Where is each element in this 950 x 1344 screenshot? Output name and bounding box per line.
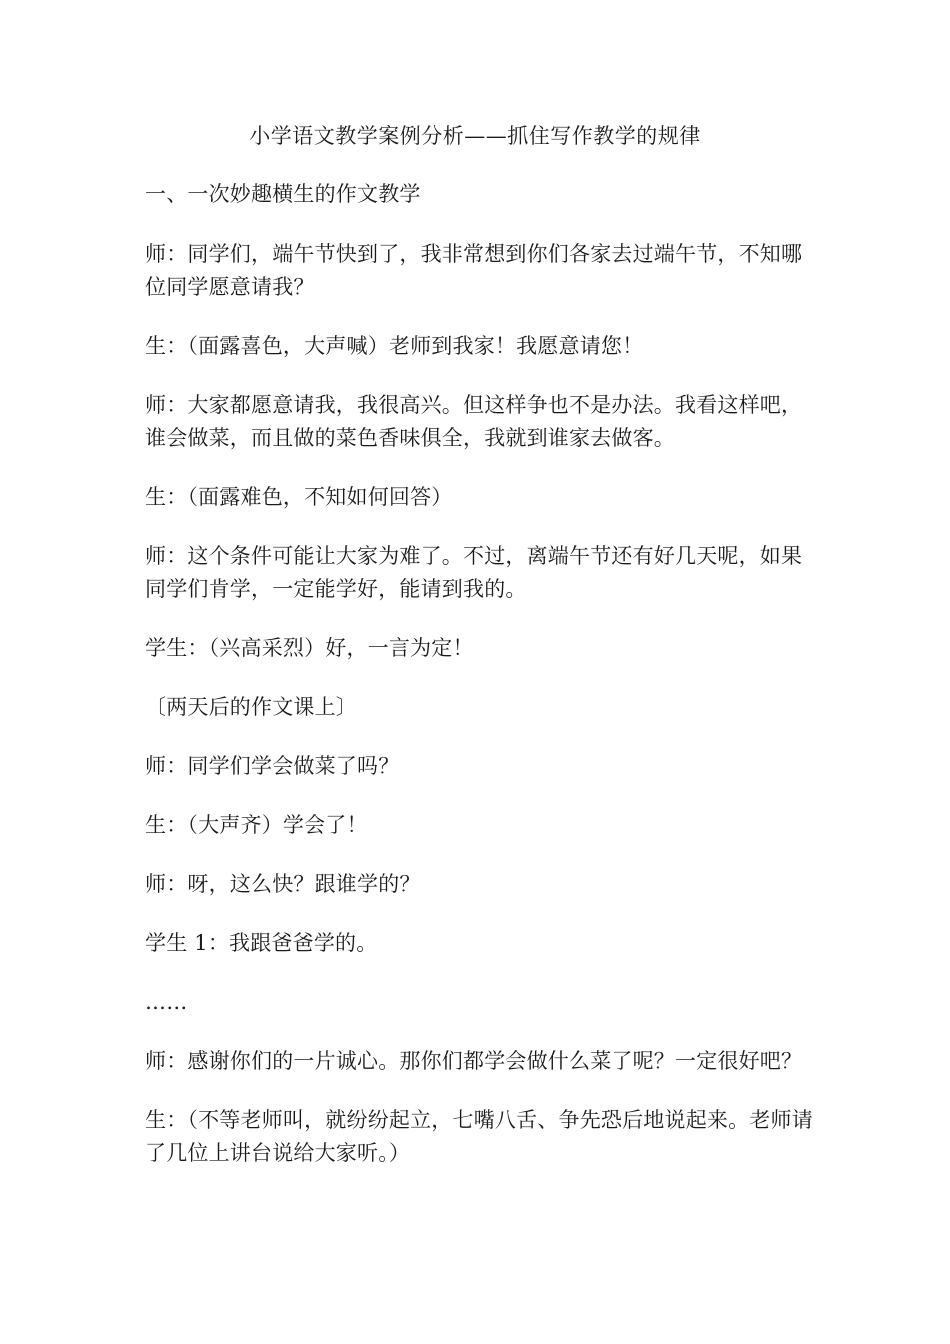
paragraph: 学生 1：我跟爸爸学的。 bbox=[145, 931, 378, 955]
paragraph: 学生：（兴高采烈）好，一言为定！ bbox=[145, 636, 474, 660]
paragraph: 师：呀，这么快？跟谁学的？ bbox=[145, 872, 421, 896]
paragraph: 师：同学们学会做菜了吗？ bbox=[145, 754, 400, 778]
paragraph: 生：（不等老师叫，就纷纷起立，七嘴八舌、争先恐后地说起来。老师请了几位上讲台说给大家听。） bbox=[145, 1108, 813, 1165]
paragraph: 〔两天后的作文课上〕 bbox=[145, 695, 357, 719]
paragraph: 生：（面露难色，不知如何回答） bbox=[145, 485, 453, 509]
document-title: 小学语文教学案例分析——抓住写作教学的规律 bbox=[249, 124, 701, 148]
paragraph: 生：（大声齐）学会了！ bbox=[145, 813, 368, 837]
paragraph: 生：（面露喜色，大声喊）老师到我家！我愿意请您！ bbox=[145, 334, 644, 358]
paragraph: 师：同学们，端午节快到了，我非常想到你们各家去过端午节，不知哪位同学愿意请我？ bbox=[145, 242, 803, 299]
paragraph: 师：大家都愿意请我，我很高兴。但这样争也不是办法。我看这样吧，谁会做菜，而且做的菜色香味俱全，我就到谁家去做客。 bbox=[145, 393, 803, 450]
ellipsis-line: …… bbox=[145, 990, 188, 1014]
paragraph: 师：感谢你们的一片诚心。那你们都学会做什么菜了呢？一定很好吧？ bbox=[145, 1049, 803, 1073]
paragraph: 师：这个条件可能让大家为难了。不过，离端午节还有好几天呢，如果同学们肯学，一定能学好，能请到我的。 bbox=[145, 544, 803, 601]
section-heading: 一、一次妙趣横生的作文教学 bbox=[145, 182, 421, 206]
document-body bbox=[145, 178, 817, 1196]
